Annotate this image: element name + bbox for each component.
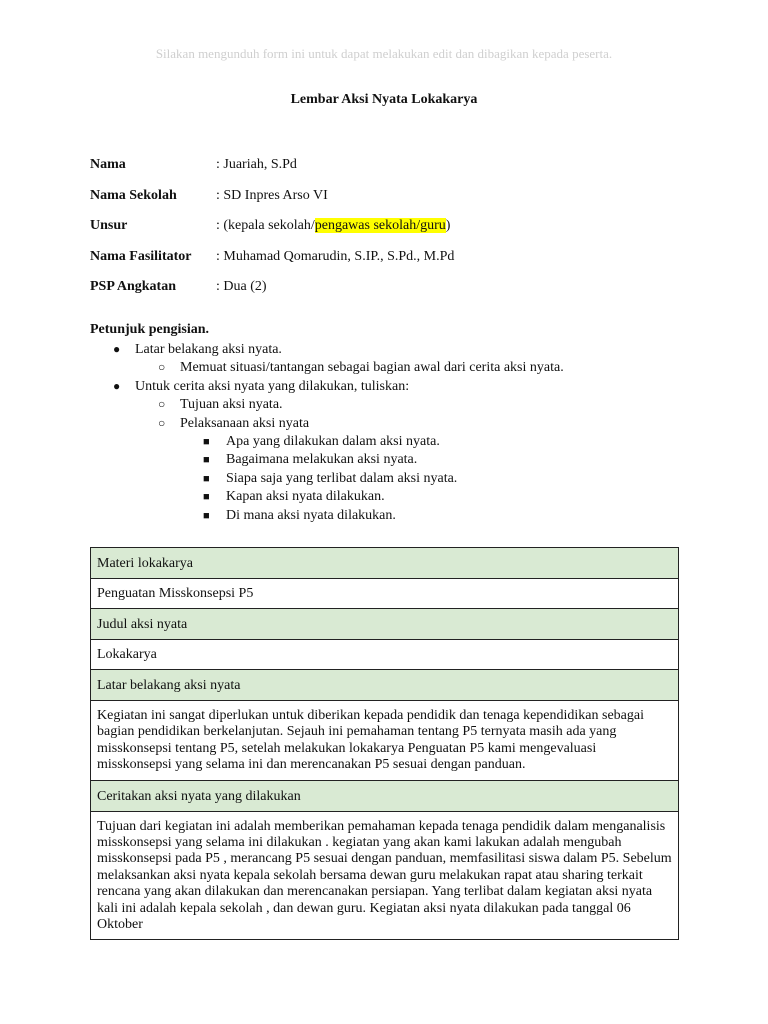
judul-value-cell: Lokakarya: [91, 640, 678, 670]
list-item: [90, 358, 690, 377]
list-item-text: Apa yang dilakukan dalam aksi nyata.: [226, 433, 440, 449]
list-item-text: Siapa saja yang terlibat dalam aksi nyata.: [226, 470, 458, 486]
circle-bullet-icon: ○: [158, 360, 166, 375]
disc-bullet-icon: ●: [113, 341, 121, 356]
list-item-text: Latar belakang aksi nyata.: [135, 341, 282, 357]
identity-section: [90, 155, 690, 308]
list-item: [90, 395, 690, 414]
row-fasilitator: [90, 247, 690, 278]
unsur-suffix: ): [445, 218, 451, 233]
nama-label: Nama: [90, 157, 126, 172]
square-bullet-icon: ■: [203, 454, 210, 467]
list-item-text: Untuk cerita aksi nyata yang dilakukan, tuliskan:: [135, 378, 410, 394]
angkatan-label: PSP Angkatan: [90, 279, 176, 294]
instructions-title: Petunjuk pengisian.: [90, 322, 210, 337]
cerita-value-cell: Tujuan dari kegiatan ini adalah memberikan pemahaman kepada tenaga pendidik dalam menganalisis misskonsepsi yang selama ini dilakukan . kegiatan yang akan kami lakukan adalah mengubah misskonsepsi pada P5 , merancang P5 sesuai dengan panduan, memfasilitasi siswa dalam P5. Sebelum melaksankan aksi nyata kepala sekolah bersama dewan guru melakukan rapat atau sharing terkait rencana yang akan dilakukan dan merencanakan persiapan. Yang terlibat dalam kegiatan aksi nyata kali ini adalah kepala sekolah , dan dewan guru. Kegiatan aksi nyata dilakukan pada tanggal 06 Oktober: [97, 818, 672, 933]
list-item-text: Pelaksanaan aksi nyata: [180, 415, 310, 431]
list-item-text: Memuat situasi/tantangan sebagai bagian awal dari cerita aksi nyata.: [180, 360, 564, 376]
action-table: [90, 547, 679, 940]
materi-value-cell: Penguatan Misskonsepsi P5: [91, 579, 678, 609]
row-angkatan: [90, 277, 690, 308]
list-item: [90, 377, 690, 396]
square-bullet-icon: ■: [203, 491, 210, 504]
list-item: [90, 433, 690, 452]
list-item-text: Di mana aksi nyata dilakukan.: [226, 507, 396, 523]
list-item: [90, 414, 690, 433]
nama-sekolah-value: : SD Inpres Arso VI: [216, 187, 328, 203]
materi-header-cell: Materi lokakarya: [91, 548, 678, 579]
cerita-header-cell: Ceritakan aksi nyata yang dilakukan: [91, 781, 678, 812]
disc-bullet-icon: ●: [113, 378, 121, 393]
nama-sekolah-label: Nama Sekolah: [90, 187, 177, 203]
instructions-section: [90, 321, 690, 526]
nama-value: : Juariah, S.Pd: [216, 157, 297, 172]
list-item: [90, 488, 690, 507]
list-item: [90, 507, 690, 526]
row-nama-sekolah: [90, 186, 690, 217]
list-item-text: Bagaimana melakukan aksi nyata.: [226, 452, 418, 468]
download-notice: Silakan mengunduh form ini untuk dapat melakukan edit dan dibagikan kepada peserta.: [155, 46, 613, 61]
list-item-text: Tujuan aksi nyata.: [180, 397, 283, 413]
row-nama: [90, 155, 690, 186]
square-bullet-icon: ■: [203, 472, 210, 485]
list-item: [90, 470, 690, 489]
judul-header-cell: Judul aksi nyata: [91, 609, 678, 640]
fasilitator-label: Nama Fasilitator: [90, 248, 192, 264]
circle-bullet-icon: ○: [158, 397, 166, 412]
unsur-value: [216, 216, 690, 247]
page-title: Lembar Aksi Nyata Lokakarya: [290, 92, 478, 107]
latar-header-cell: Latar belakang aksi nyata: [91, 670, 678, 701]
unsur-highlight: pengawas sekolah/guru: [314, 218, 446, 233]
angkatan-value: : Dua (2): [216, 279, 267, 294]
square-bullet-icon: ■: [203, 435, 210, 448]
row-unsur: [90, 216, 690, 247]
list-item-text: Kapan aksi nyata dilakukan.: [226, 489, 385, 505]
list-item: [90, 340, 690, 359]
fasilitator-value: : Muhamad Qomarudin, S.IP., S.Pd., M.Pd: [216, 248, 455, 264]
unsur-label: Unsur: [90, 218, 128, 233]
latar-value-cell: Kegiatan ini sangat diperlukan untuk diberikan kepada pendidik dan tenaga kependidikan sebagai bagian pendidikan berkelanjutan. Sejauh ini pemahaman tentang P5 ternyata masih ada yang misskonsepsi tentang P5, setelah melakukan lokakarya Penguatan P5 kami mengevaluasi misskonsepsi yang selama ini dan merencanakan P5 sesuai dengan panduan.: [91, 701, 678, 781]
unsur-prefix: : (kepala sekolah/: [216, 218, 315, 233]
square-bullet-icon: ■: [203, 509, 210, 522]
circle-bullet-icon: ○: [158, 415, 166, 430]
list-item: [90, 451, 690, 470]
